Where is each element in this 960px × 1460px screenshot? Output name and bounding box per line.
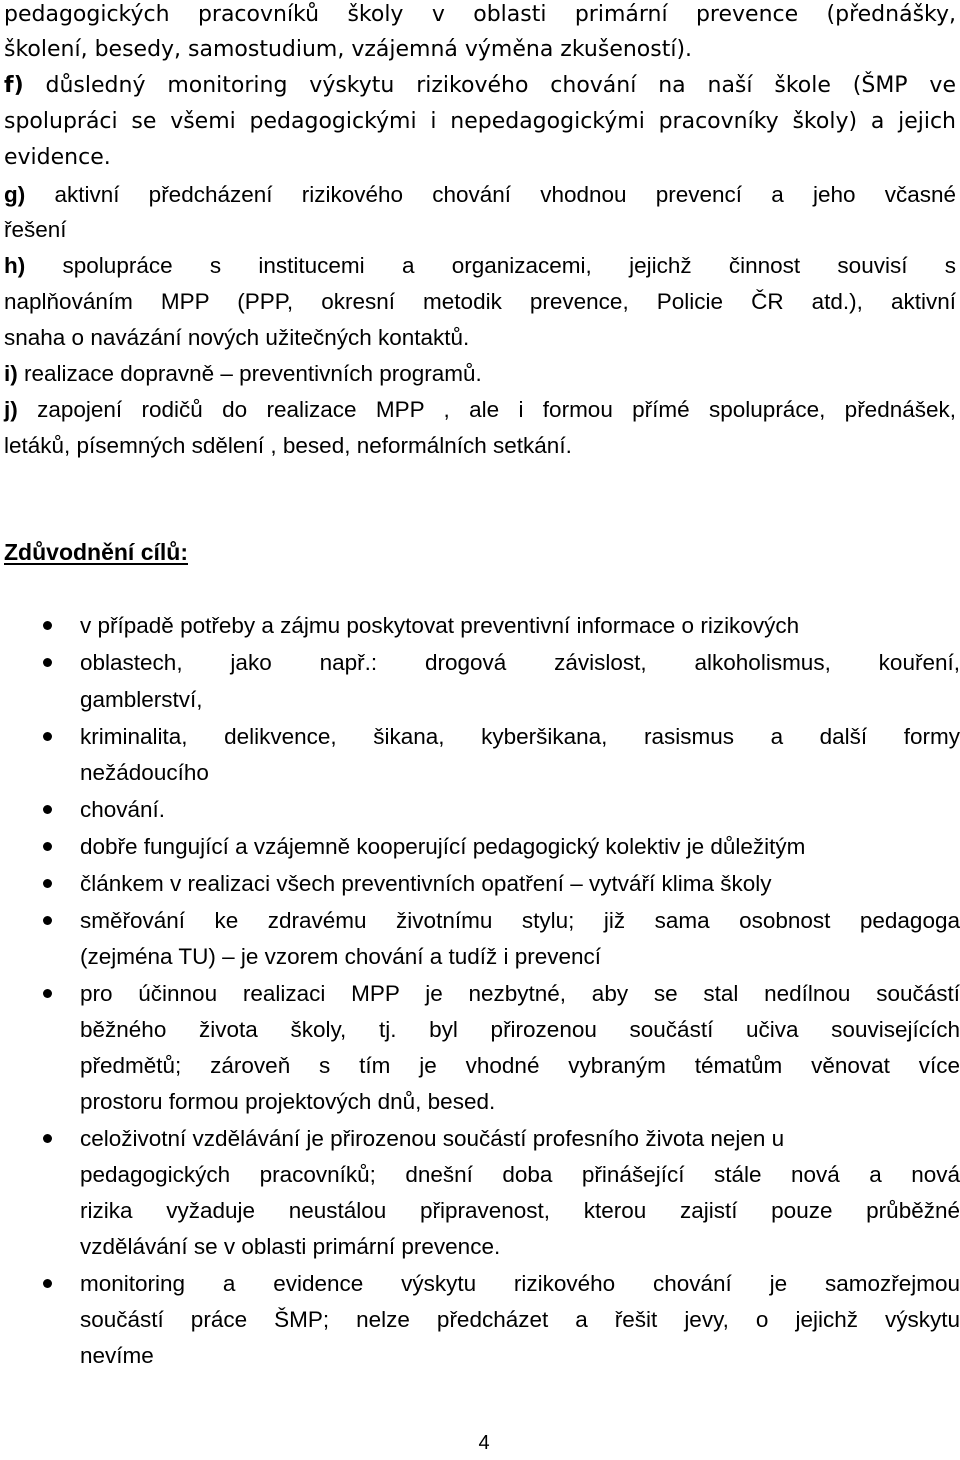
list-item-h-line: naplňováním MPP (PPP, okresní metodik prevence, Policie ČR atd.), aktivní — [4, 289, 956, 314]
bullet-item-line: celoživotní vzdělávání je přirozenou součástí profesního života nejen u — [80, 1126, 785, 1151]
list-item-f-line: evidence. — [4, 145, 111, 170]
item-label: i) — [4, 361, 18, 386]
list-item-h — [4, 251, 956, 281]
bullet-item-line: předmětů; zároveň s tím je vhodné vybraným tématům věnovat více — [80, 1053, 960, 1078]
section-heading: Zdůvodnění cílů: — [4, 539, 188, 565]
bullet-icon — [43, 842, 52, 851]
list-item-f-line: spolupráci se všemi pedagogickými i nepedagogickými pracovníky školy) a jejich — [4, 109, 956, 134]
bullet-item-line: rizika vyžaduje neustálou připravenost, kterou zajistí pouze průběžné — [80, 1198, 960, 1223]
bullet-icon — [43, 658, 52, 667]
item-text: důsledný monitoring výskytu rizikového chování na naší škole (ŠMP ve — [23, 73, 956, 98]
bullet-item-line: monitoring a evidence výskytu rizikového chování je samozřejmou — [80, 1271, 960, 1296]
page-number: 4 — [478, 1432, 490, 1454]
bullet-item-line: (zejména TU) – je vzorem chování a tudíž i prevencí — [80, 944, 602, 969]
bullet-item-line: běžného života školy, tj. byl přirozenou součástí učiva souvisejících — [80, 1017, 960, 1042]
bullet-icon — [43, 879, 52, 888]
document-page — [4, 0, 960, 1460]
bullet-item-line: dobře fungující a vzájemně kooperující pedagogický kolektiv je důležitým — [80, 834, 806, 859]
bullet-icon — [43, 1134, 52, 1143]
list-item-g — [4, 180, 956, 210]
item-label: f) — [4, 73, 24, 98]
bullet-item-line: chování. — [80, 797, 166, 822]
bullet-item-line: vzdělávání se v oblasti primární prevence. — [80, 1234, 501, 1259]
list-item-j — [4, 395, 956, 425]
bullet-icon — [43, 989, 52, 998]
intro-line: pedagogických pracovníků školy v oblasti primární prevence (přednášky, — [4, 2, 956, 27]
list-item-j-line: letáků, písemných sdělení , besed, neformálních setkání. — [4, 433, 572, 458]
bullet-item-line: kriminalita, delikvence, šikana, kyberšikana, rasismus a další formy — [80, 724, 960, 749]
list-item-i — [4, 359, 956, 389]
list-item-h-line: snaha o navázání nových užitečných kontaktů. — [4, 325, 470, 350]
bullet-icon — [43, 732, 52, 741]
item-label: j) — [4, 397, 18, 422]
list-item-f — [4, 71, 956, 101]
intro-line: školení, besedy, samostudium, vzájemná výměna zkušeností). — [4, 37, 693, 62]
bullet-item-line: nežádoucího — [80, 760, 209, 785]
bullet-item-line: nevíme — [80, 1343, 154, 1368]
bullet-item-line: článkem v realizaci všech preventivních opatření – vytváří klima školy — [80, 871, 772, 896]
bullet-icon — [43, 805, 52, 814]
bullet-item-line: pro účinnou realizaci MPP je nezbytné, aby se stal nedílnou součástí — [80, 981, 960, 1006]
bullet-item-line: oblastech, jako např.: drogová závislost, alkoholismus, kouření, — [80, 650, 960, 675]
item-label: h) — [4, 253, 26, 278]
item-text: aktivní předcházení rizikového chování vhodnou prevencí a jeho včasné — [25, 182, 956, 207]
bullet-item-line: gamblerství, — [80, 687, 203, 712]
bullet-item-line: směřování ke zdravému životnímu stylu; již sama osobnost pedagoga — [80, 908, 960, 933]
bullet-item-line: prostoru formou projektových dnů, besed. — [80, 1089, 496, 1114]
bullet-item-line: pedagogických pracovníků; dnešní doba přinášející stále nová a nová — [80, 1162, 960, 1187]
bullet-icon — [43, 916, 52, 925]
bullet-icon — [43, 1279, 52, 1288]
item-text: spolupráce s institucemi a organizacemi, jejichž činnost souvisí s — [25, 253, 956, 278]
item-text: zapojení rodičů do realizace MPP , ale i formou přímé spolupráce, přednášek, — [17, 397, 956, 422]
item-label: g) — [4, 182, 26, 207]
bullet-item-line: v případě potřeby a zájmu poskytovat preventivní informace o rizikových — [80, 613, 800, 638]
item-text: realizace dopravně – preventivních programů. — [17, 361, 482, 386]
bullet-icon — [43, 621, 52, 630]
list-item-g-line: řešení — [4, 217, 67, 242]
bullet-item-line: součástí práce ŠMP; nelze předcházet a řešit jevy, o jejichž výskytu — [80, 1307, 960, 1332]
